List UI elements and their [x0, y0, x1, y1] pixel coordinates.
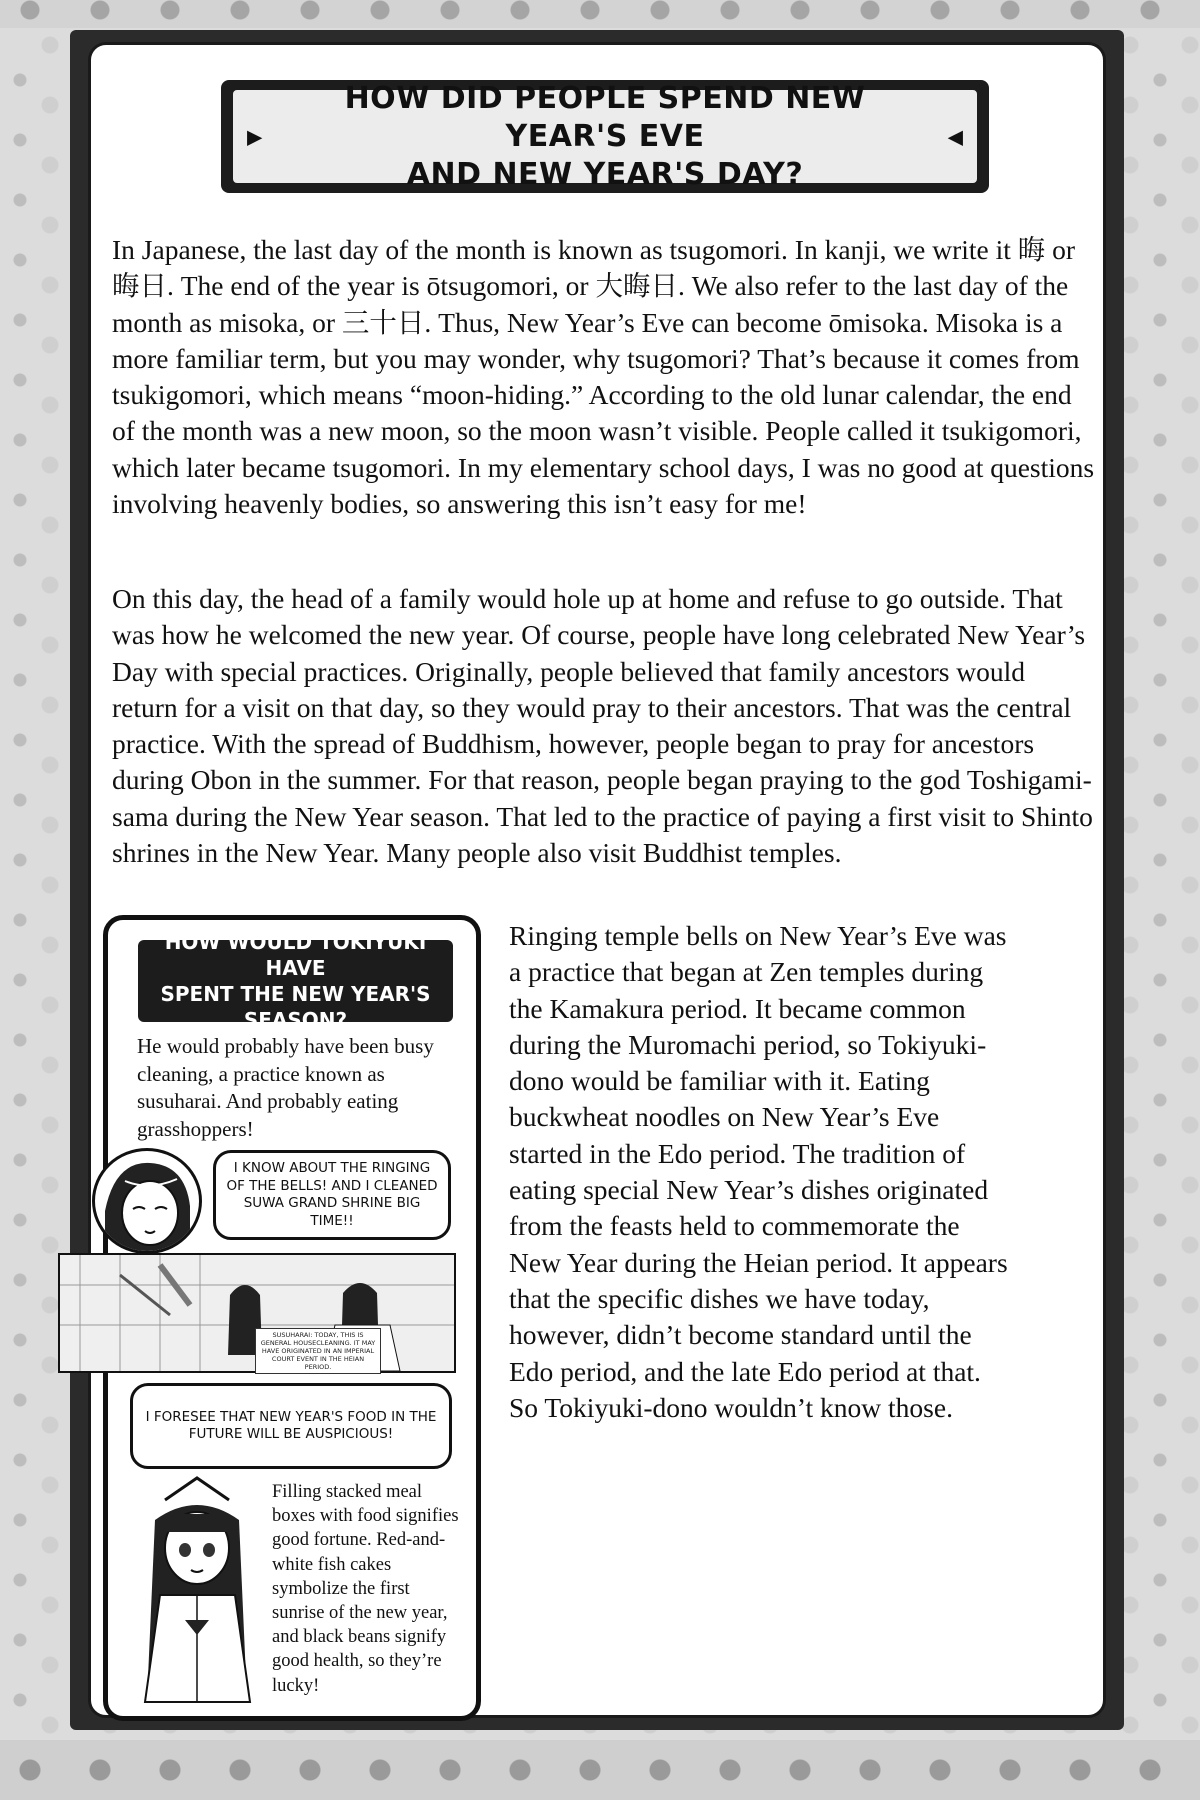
paragraph-tsugomori: In Japanese, the last day of the month is known as tsugomori. In kanji, we write it 晦 or 晦日. The end of the year is ōtsugomori, or 大晦日. We also refer to the last day of the month as misoka, or 三十日. Thus, New Year’s Eve can become ōmisoka. Misoka is a more familiar term, but you may wonder, why tsugomori? That’s because it comes from tsukigomori, which means “moon-hiding.” According to the old lunar calendar, the end of the month was a new moon, so the moon wasn’t visible. People called it tsukigomori, which later became tsugomori. In my elementary school days, I was no good at questions involving heavenly bodies, so answering this isn’t easy for me! [112, 234, 1095, 520]
priestess-illustration [125, 1470, 270, 1710]
bottom-decorative-border [0, 1740, 1200, 1800]
triangle-left-icon: ◀ [947, 126, 963, 148]
sidebar-title-line-1: HOW WOULD TOKIYUKI HAVE [164, 930, 427, 980]
paragraph-temple-bells: Ringing temple bells on New Year’s Eve was a practice that began at Zen temples during the Kamakura period. It became common during the Muromachi period, so Tokiyuki-dono would be familiar with it. Eating buckwheat noodles on New Year’s Eve started in the Edo period. The tradition of eating special New Year’s dishes originated from the feasts held to commemorate the New Year during the Heian period. It appears that the specific dishes we have today, however, didn’t become standard until the Edo period, and the late Edo period at that. So Tokiyuki-dono wouldn’t know those. [509, 920, 1008, 1423]
paragraph-new-years-day: On this day, the head of a family would hole up at home and refuse to go outside. That was how he welcomed the new year. Of course, people have long celebrated New Year’s Day with special practices. Originally, people believed that family ancestors would return for a visit on that day, so they would pray to their ancestors. That was the central practice. With the spread of Buddhism, however, people began to pray for ancestors during Obon in the summer. For that reason, people began praying to the god Toshigami-sama during the New Year season. That led to the practice of paying a first visit to Shinto shrines in the New Year. Many people also visit Buddhist temples. [112, 583, 1093, 869]
sidebar-title-line-2: SPENT THE NEW YEAR'S SEASON? [160, 982, 431, 1032]
title-line-1: HOW DID PEOPLE SPEND NEW YEAR'S EVE [344, 80, 866, 154]
speech-bubble-bells: I KNOW ABOUT THE RINGING OF THE BELLS! AND I CLEANED SUWA GRAND SHRINE BIG TIME!! [213, 1150, 451, 1240]
triangle-right-icon: ▶ [247, 126, 263, 148]
sidebar-title-text [151, 929, 441, 1033]
sidebar-title [138, 930, 453, 1032]
speech-bubble-food: I FORESEE THAT NEW YEAR'S FOOD IN THE FUTURE WILL BE AUSPICIOUS! [130, 1383, 452, 1469]
sidebar-text: He would probably have been busy cleaning, a practice known as susuharai. And probably eating grasshoppers! [137, 1034, 434, 1141]
title-line-2: AND NEW YEAR'S DAY? [406, 156, 804, 192]
top-decorative-border [0, 0, 1200, 28]
title-banner [221, 80, 989, 193]
sidebar-text-food: Filling stacked meal boxes with food signifies good fortune. Red-and-white fish cakes symbolize the first sunrise of the new year, and black beans signify good health, so they’re lucky! [272, 1482, 459, 1696]
title-inner [231, 80, 979, 192]
susuharai-caption: SUSUHARAI: TODAY, THIS IS GENERAL HOUSECLEANING. IT MAY HAVE ORIGINATED IN AN IMPERIAL COURT EVENT IN THE HEIAN PERIOD. [255, 1328, 381, 1374]
page-title [325, 80, 885, 194]
tokiyuki-avatar [92, 1148, 202, 1254]
